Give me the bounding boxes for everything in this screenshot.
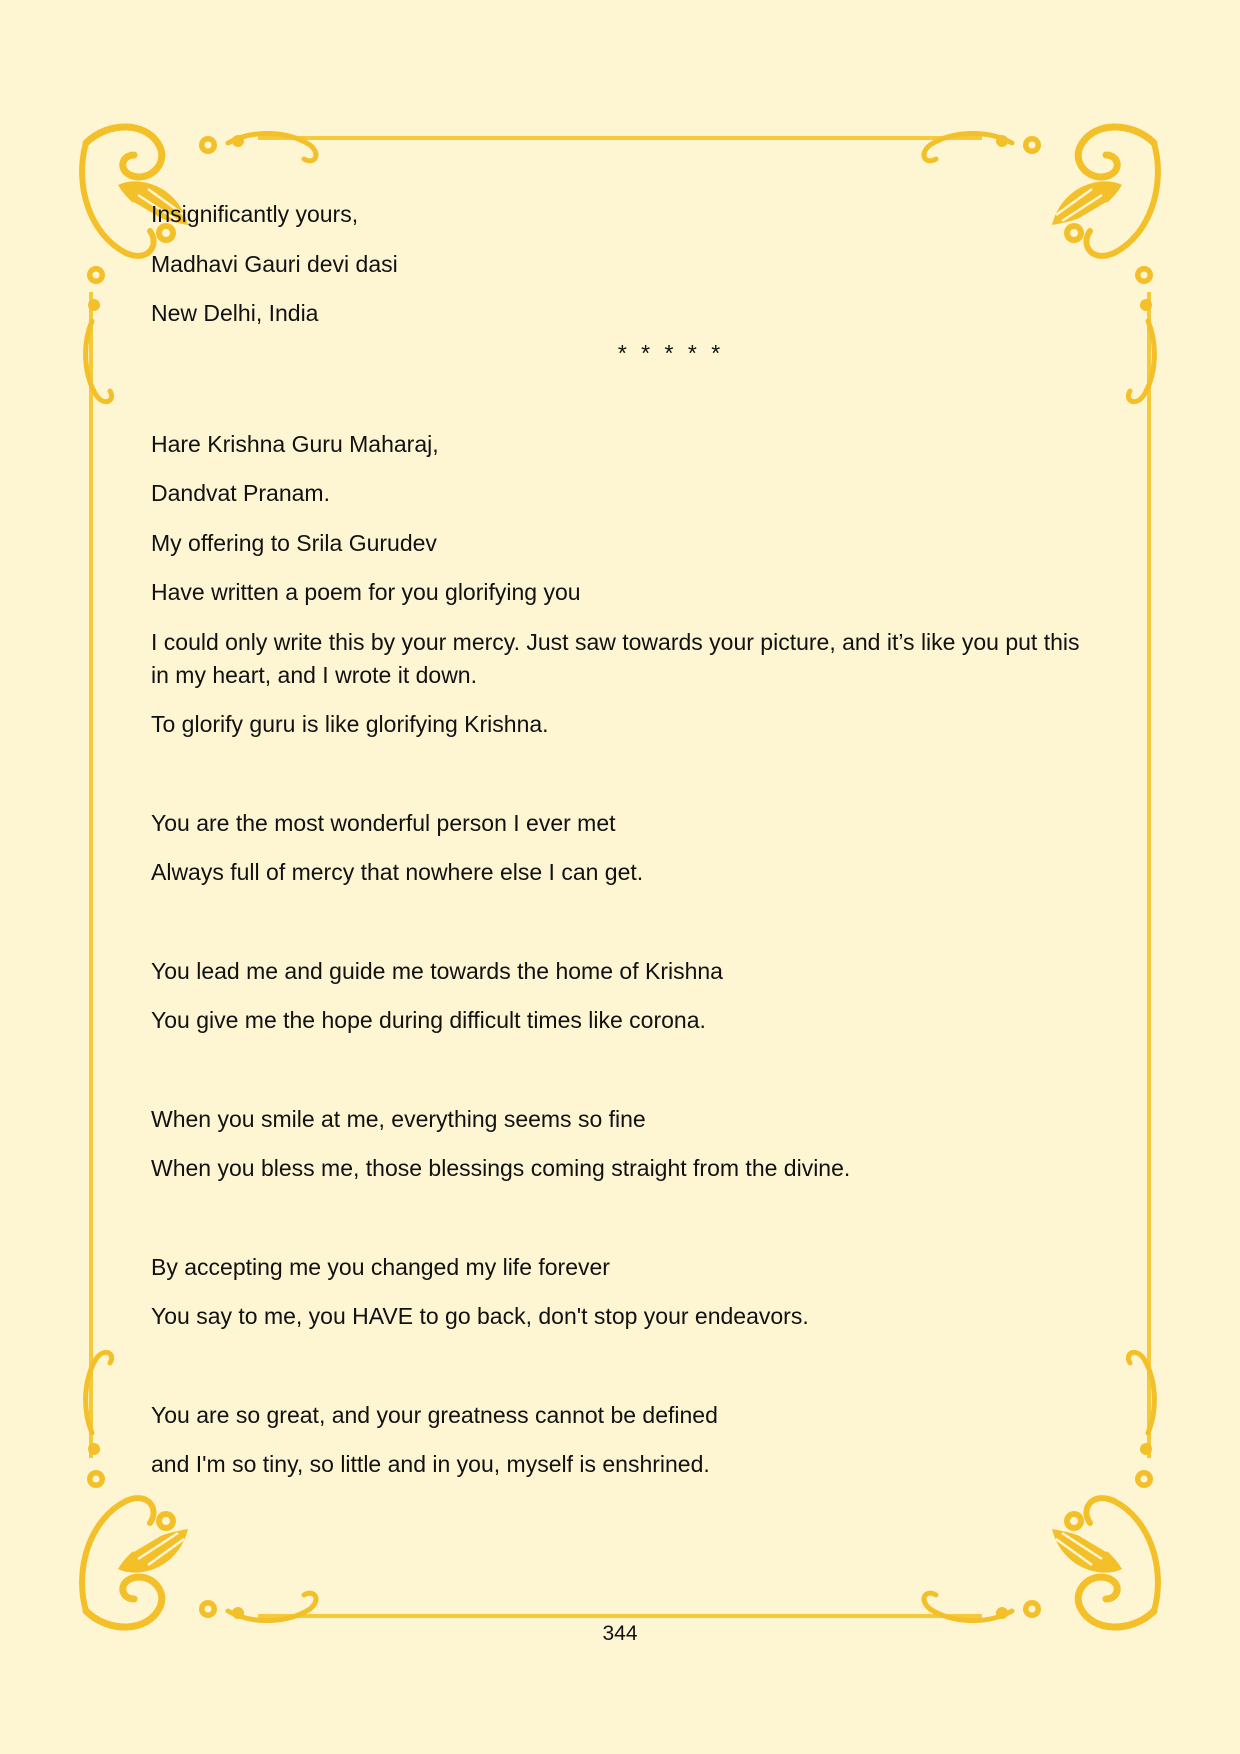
- spacer: [151, 1054, 1101, 1103]
- spacer: [151, 386, 1101, 428]
- poem-line: By accepting me you changed my life forever: [151, 1253, 610, 1280]
- letter-salutation: Hare Krishna Guru Maharaj,: [151, 430, 439, 457]
- author-name: Madhavi Gauri devi dasi: [151, 250, 398, 277]
- page-body: [151, 198, 1101, 1498]
- poem-line: You are the most wonderful person I ever met: [151, 809, 616, 836]
- page-number: 344: [602, 1622, 638, 1645]
- letter-line: My offering to Srila Gurudev: [151, 529, 437, 556]
- poem-line: When you bless me, those blessings coming straight from the divine.: [151, 1155, 851, 1181]
- spacer: [151, 906, 1101, 955]
- letter-greeting: Dandvat Pranam.: [151, 480, 330, 506]
- section-separator: * * * * *: [617, 339, 725, 366]
- letter-line: To glorify guru is like glorifying Krishna.: [151, 711, 549, 737]
- poem-line: and I'm so tiny, so little and in you, myself is enshrined.: [151, 1451, 710, 1477]
- poem-line: When you smile at me, everything seems so fine: [151, 1105, 646, 1132]
- poem-line: Always full of mercy that nowhere else I can get.: [151, 859, 644, 885]
- letter-line: Have written a poem for you glorifying you: [151, 579, 581, 605]
- spacer: [151, 1350, 1101, 1399]
- poem-line: You lead me and guide me towards the home of Krishna: [151, 957, 723, 984]
- letter-line: I could only write this by your mercy. Just saw towards your picture, and it’s like you put this in my heart, and I wrote it down.: [151, 628, 1080, 688]
- poem-line: You say to me, you HAVE to go back, don't stop your endeavors.: [151, 1303, 809, 1329]
- signoff-line: Insignificantly yours,: [151, 201, 359, 227]
- spacer: [151, 1202, 1101, 1251]
- author-location: New Delhi, India: [151, 300, 319, 326]
- poem-line: You are so great, and your greatness cannot be defined: [151, 1401, 718, 1428]
- poem-line: You give me the hope during difficult times like corona.: [151, 1007, 706, 1033]
- spacer: [151, 758, 1101, 807]
